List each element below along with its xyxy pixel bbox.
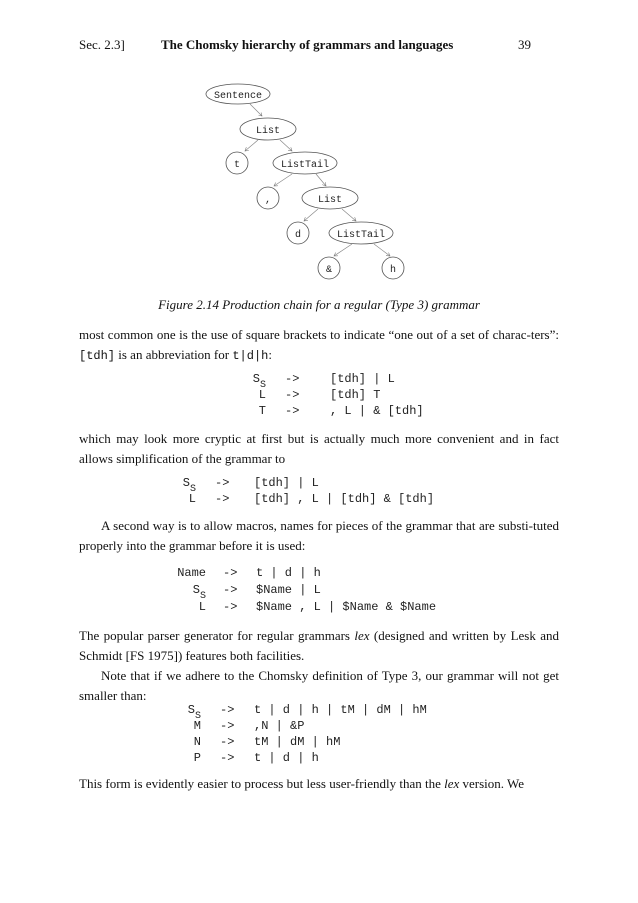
rule-arrow: -> bbox=[223, 583, 238, 597]
grammar-rule bbox=[0, 566, 638, 583]
para6-text-a: This form is evidently easier to process but less user-friendly than the bbox=[79, 776, 445, 791]
grammar-block-3 bbox=[0, 566, 638, 617]
para1-code-b: t|d|h bbox=[232, 349, 269, 363]
rule-arrow: -> bbox=[220, 735, 235, 749]
grammar-rule bbox=[0, 583, 638, 600]
rule-rhs: ,N | &P bbox=[254, 719, 305, 733]
edge-list-listtail bbox=[280, 140, 292, 151]
para6-lex: lex bbox=[444, 776, 460, 791]
para4-text-a: The popular parser generator for regular grammars bbox=[79, 628, 355, 643]
edge-list-t bbox=[245, 140, 258, 151]
node-label-sentence: Sentence bbox=[213, 91, 263, 102]
rule-lhs: N bbox=[193, 735, 201, 749]
edge-listtail-list bbox=[316, 174, 326, 186]
start-symbol-subscript: S bbox=[259, 380, 266, 391]
grammar-rule bbox=[0, 372, 638, 391]
rule-arrow: -> bbox=[220, 751, 235, 765]
rule-arrow: -> bbox=[215, 492, 230, 506]
production-chain-diagram bbox=[0, 75, 638, 290]
node-label-listtail-2: ListTail bbox=[336, 230, 386, 241]
rule-arrow: -> bbox=[285, 404, 300, 418]
start-symbol-subscript: S bbox=[199, 591, 206, 602]
para4-lex: lex bbox=[354, 628, 370, 643]
rule-arrow: -> bbox=[285, 388, 300, 402]
rule-rhs: tM | dM | hM bbox=[254, 735, 341, 749]
rule-rhs: $Name , L | $Name & $Name bbox=[256, 600, 437, 614]
edge-sentence-list bbox=[250, 104, 262, 116]
paragraph-final bbox=[79, 774, 559, 794]
para1-text-c: : bbox=[268, 347, 272, 362]
rule-lhs: Name bbox=[177, 566, 206, 580]
grammar-rule bbox=[0, 404, 638, 420]
grammar-rule bbox=[0, 492, 638, 508]
grammar-rule bbox=[0, 600, 638, 617]
rule-lhs: P bbox=[193, 751, 201, 765]
rule-lhs: M bbox=[193, 719, 201, 733]
para1-code-a: [tdh] bbox=[79, 349, 116, 363]
rule-rhs: t | d | h | tM | dM | hM bbox=[254, 703, 427, 717]
para4-text-b: (designed and written by Lesk and Schmidt [FS 1975]) features both facilities. bbox=[79, 628, 559, 663]
para1-text-a: most common one is the use of square brackets to indicate “one out of a set of charac-ters”: bbox=[79, 327, 559, 342]
node-label-d: d bbox=[294, 230, 302, 241]
grammar-block-4 bbox=[0, 703, 638, 767]
rule-arrow: -> bbox=[220, 703, 235, 717]
rule-rhs: [tdh] , L | [tdh] & [tdh] bbox=[254, 492, 435, 506]
rule-arrow: -> bbox=[220, 719, 235, 733]
start-symbol-subscript: S bbox=[189, 484, 196, 495]
edge-listtail-comma bbox=[274, 174, 292, 186]
running-header-title: The Chomsky hierarchy of grammars and languages bbox=[161, 37, 454, 52]
node-label-listtail-1: ListTail bbox=[280, 160, 330, 171]
node-label-amp: & bbox=[325, 265, 333, 276]
rule-lhs: L bbox=[198, 600, 206, 614]
rule-lhs: L bbox=[258, 388, 266, 402]
node-label-list-1: List bbox=[255, 126, 281, 137]
rule-rhs: [tdh] | L bbox=[330, 372, 395, 386]
grammar-rule bbox=[0, 735, 638, 751]
para6-text-b: version. We bbox=[459, 776, 525, 791]
rule-rhs: , L | & [tdh] bbox=[330, 404, 424, 418]
rule-arrow: -> bbox=[215, 476, 230, 490]
rule-lhs: $S_S$ bbox=[187, 703, 201, 722]
rule-rhs: t | d | h bbox=[254, 751, 319, 765]
edge-list-d bbox=[304, 209, 318, 221]
grammar-rule bbox=[0, 476, 638, 495]
grammar-block-2 bbox=[0, 476, 638, 508]
paragraph-brackets bbox=[79, 325, 559, 366]
figure-caption: Figure 2.14 Production chain for a regular (Type 3) grammar bbox=[158, 297, 480, 312]
paragraph-chomsky-note: Note that if we adhere to the Chomsky definition of Type 3, our grammar will not get smaller than: bbox=[79, 668, 559, 703]
rule-rhs: $Name | L bbox=[256, 583, 321, 597]
edge-listtail2-amp bbox=[334, 244, 352, 256]
node-label-t: t bbox=[233, 160, 241, 171]
node-label-h: h bbox=[389, 265, 397, 276]
paragraph-macros: A second way is to allow macros, names for pieces of the grammar that are substi-tuted properly into the grammar before it is used: bbox=[79, 518, 559, 553]
rule-rhs: t | d | h bbox=[256, 566, 321, 580]
start-symbol-subscript: S bbox=[194, 711, 201, 722]
node-label-list-2: List bbox=[317, 195, 343, 206]
edge-list-listtail2 bbox=[342, 209, 356, 221]
grammar-rule bbox=[0, 719, 638, 735]
rule-arrow: -> bbox=[223, 600, 238, 614]
rule-arrow: -> bbox=[285, 372, 300, 386]
rule-lhs: $S_S$ bbox=[252, 372, 266, 391]
rule-rhs: [tdh] T bbox=[330, 388, 381, 402]
node-label-comma: , bbox=[264, 195, 272, 206]
para1-text-b: is an abbreviation for bbox=[115, 347, 233, 362]
rule-lhs: $S_S$ bbox=[182, 476, 196, 495]
grammar-block-1 bbox=[0, 372, 638, 420]
grammar-rule bbox=[0, 388, 638, 404]
paragraph-lex bbox=[79, 626, 559, 666]
running-header-section: Sec. 2.3] bbox=[79, 37, 125, 52]
rule-rhs: [tdh] | L bbox=[254, 476, 319, 490]
rule-lhs: $S_S$ bbox=[192, 583, 206, 602]
grammar-rule bbox=[0, 703, 638, 722]
rule-lhs: L bbox=[188, 492, 196, 506]
rule-lhs: T bbox=[258, 404, 266, 418]
edge-listtail2-h bbox=[374, 244, 390, 256]
grammar-rule bbox=[0, 751, 638, 767]
page-number: 39 bbox=[518, 37, 531, 52]
rule-arrow: -> bbox=[223, 566, 238, 580]
paragraph-cryptic: which may look more cryptic at first but is actually much more convenient and in fact allows simplification of the grammar to bbox=[79, 431, 559, 466]
